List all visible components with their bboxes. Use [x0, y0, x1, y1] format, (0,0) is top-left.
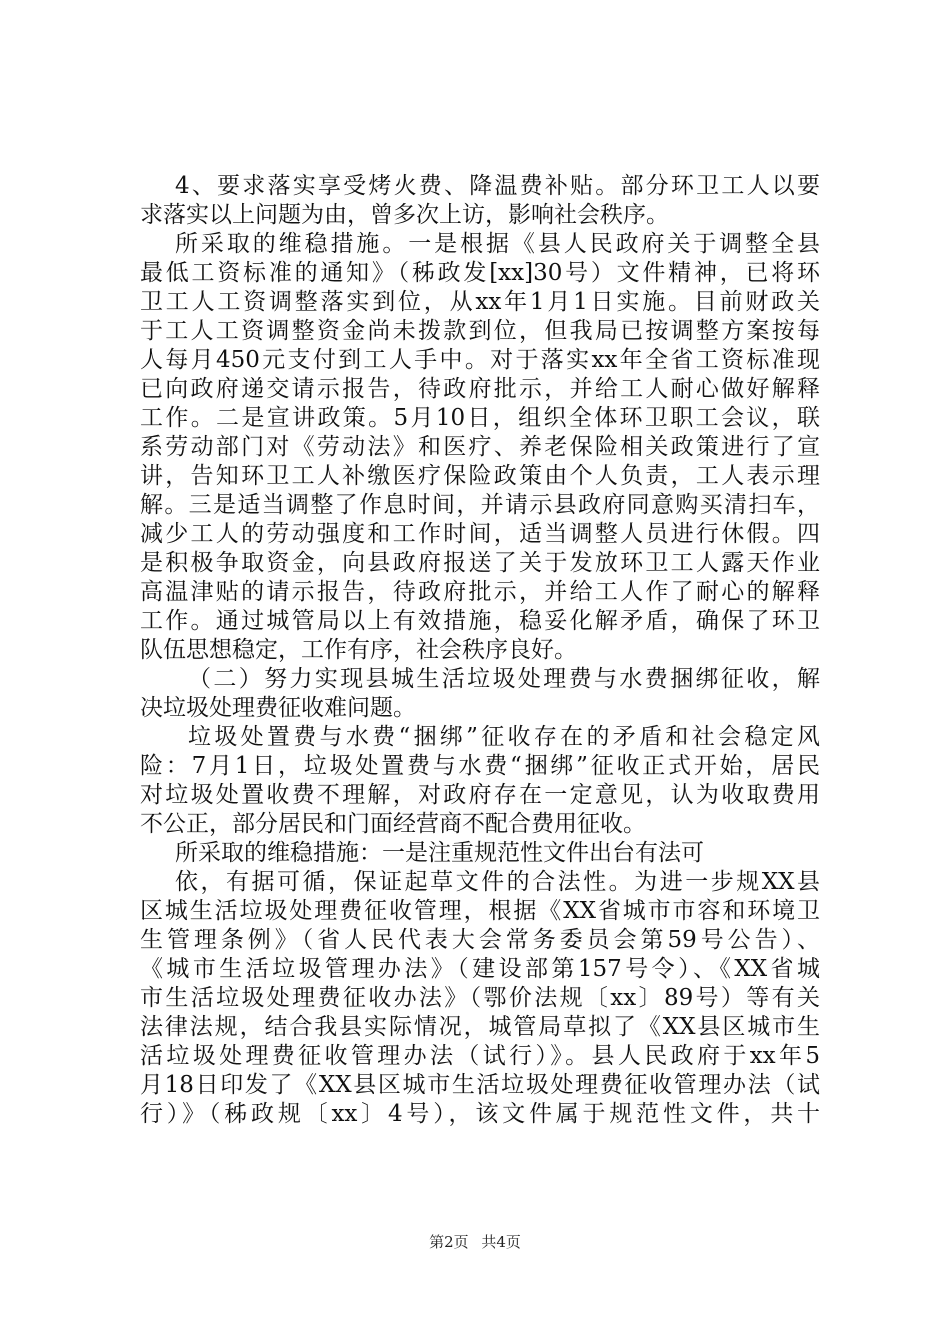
- text-line: 于工人工资调整资金尚未拨款到位，但我局已按调整方案按每: [140, 318, 820, 344]
- text-line: 卫工人工资调整落实到位，从xx年1月1日实施。目前财政关: [140, 289, 820, 315]
- page-footer: [0, 1232, 950, 1252]
- text-line: 活垃圾处理费征收管理办法（试行）》。县人民政府于xx年5: [140, 1043, 820, 1069]
- text-line: 解。三是适当调整了作息时间，并请示县政府同意购买清扫车，: [140, 492, 820, 518]
- text-line: 是积极争取资金，向县政府报送了关于发放环卫工人露天作业: [140, 550, 820, 576]
- text-line: 人每月450元支付到工人手中。对于落实xx年全省工资标准现: [140, 347, 820, 373]
- text-line: 垃圾处置费与水费“捆绑”征收存在的矛盾和社会稳定风: [188, 724, 820, 750]
- text-line: 队伍思想稳定，工作有序，社会秩序良好。: [140, 637, 577, 663]
- text-line: 法律法规，结合我县实际情况，城管局草拟了《XX县区城市生: [140, 1014, 820, 1040]
- text-line: 月18日印发了《XX县区城市生活垃圾处理费征收管理办法（试: [140, 1072, 820, 1098]
- section-heading-line: 决垃圾处理费征收难问题。: [140, 695, 416, 721]
- page-number-total: 共4页: [481, 1233, 521, 1251]
- text-line: 最低工资标准的通知》（秭政发[xx]30号）文件精神，已将环: [140, 260, 820, 286]
- text-line: 工作。通过城管局以上有效措施，稳妥化解矛盾，确保了环卫: [140, 608, 820, 634]
- text-line: 高温津贴的请示报告，待政府批示，并给工人作了耐心的解释: [140, 579, 820, 605]
- text-line: 已向政府递交请示报告，待政府批示，并给工人耐心做好解释: [140, 376, 820, 402]
- section-heading-line: （二）努力实现县城生活垃圾处理费与水费捆绑征收，解: [188, 666, 820, 692]
- text-line: 系劳动部门对《劳动法》和医疗、养老保险相关政策进行了宣: [140, 434, 820, 460]
- text-line: 减少工人的劳动强度和工作时间，适当调整人员进行休假。四: [140, 521, 820, 547]
- text-line: 所采取的维稳措施：一是注重规范性文件出台有法可: [175, 840, 704, 866]
- text-line: 求落实以上问题为由，曾多次上访，影响社会秩序。: [140, 202, 669, 228]
- text-line: 所采取的维稳措施。一是根据《县人民政府关于调整全县: [175, 231, 820, 257]
- text-line: 行）》（秭政规〔xx〕4号），该文件属于规范性文件，共十: [140, 1101, 820, 1127]
- text-line: 险：7月1日，垃圾处置费与水费“捆绑”征收正式开始，居民: [140, 753, 820, 779]
- text-line: 《城市生活垃圾管理办法》（建设部第157号令）、《XX省城: [140, 956, 820, 982]
- page-number-current: 第2页: [429, 1233, 469, 1251]
- text-line: 4、要求落实享受烤火费、降温费补贴。部分环卫工人以要: [175, 173, 820, 199]
- text-line: 对垃圾处置收费不理解，对政府存在一定意见，认为收取费用: [140, 782, 820, 808]
- text-line: 讲，告知环卫工人补缴医疗保险政策由个人负责，工人表示理: [140, 463, 820, 489]
- text-line: 区城生活垃圾处理费征收管理，根据《XX省城市市容和环境卫: [140, 898, 820, 924]
- text-line: 工作。二是宣讲政策。5月10日，组织全体环卫职工会议，联: [140, 405, 820, 431]
- text-line: 市生活垃圾处理费征收办法》（鄂价法规〔xx〕89号）等有关: [140, 985, 820, 1011]
- text-line: 依，有据可循，保证起草文件的合法性。为进一步规XX县: [175, 869, 820, 895]
- text-line: 生管理条例》（省人民代表大会常务委员会第59号公告）、: [140, 927, 820, 953]
- body-text: [140, 172, 820, 1129]
- text-line: 不公正，部分居民和门面经营商不配合费用征收。: [140, 811, 646, 837]
